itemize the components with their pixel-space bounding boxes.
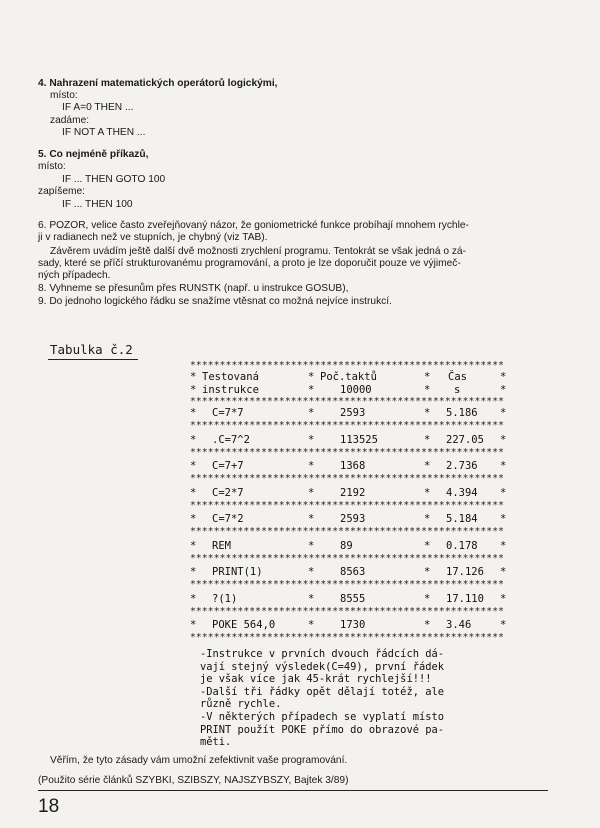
item4-heading: 4. Nahrazení matematických operátorů logickými,	[38, 78, 278, 89]
cell-instruction: REM	[212, 539, 231, 552]
table-row: * C=7*7 * 2593 * 5.186 *	[190, 407, 507, 419]
item5-line-4: IF ... THEN 100	[62, 199, 133, 210]
item5-line-2: IF ... THEN GOTO 100	[62, 174, 166, 185]
table-note-line: -Instrukce v prvních dvouch řádcích dá-	[200, 648, 444, 660]
cell-instruction: .C=7^2	[212, 433, 250, 446]
cell-instruction: ?(1)	[212, 592, 238, 605]
paragraph-line-2: sady, které se příčí strukturovanému programování, a proto je lze doporučit pouze ve výjimeč-	[38, 258, 461, 269]
cell-time: 4.394	[446, 486, 478, 499]
cell-instruction: C=7*7	[212, 407, 244, 419]
cell-ticks: 2593	[340, 513, 366, 525]
cell-instruction: C=7*2	[212, 513, 244, 525]
table-row: * C=7+7 * 1368 * 2.736 *	[190, 460, 507, 472]
header-col2-line2: 10000	[340, 384, 372, 396]
cell-instruction: PRINT(1)	[212, 566, 263, 578]
closing-sentence: Věřím, že tyto zásady vám umožní zefektivnit vaše programování.	[50, 755, 348, 766]
cell-ticks: 113525	[340, 433, 378, 446]
table-label: Tabulka č.2	[50, 342, 133, 357]
item4-line-4: IF NOT A THEN ...	[62, 127, 146, 138]
cell-ticks: 8563	[340, 566, 366, 578]
header-col3-line1: Čas	[448, 371, 467, 383]
source-note: (Použito série článků SZYBKI, SZIBSZY, NAJSZYBSZY, Bajtek 3/89)	[38, 775, 349, 786]
table-row: * .C=7^2 * 113525 * 227.05 *	[190, 433, 507, 446]
cell-instruction: C=2*7	[212, 486, 244, 499]
item4-line-3: zadáme:	[50, 115, 90, 126]
table-separator: *****************************************************	[190, 633, 505, 643]
item9: 9. Do jednoho logického řádku se snažíme vtěsnat co možná nejvíce instrukcí.	[38, 296, 392, 307]
cell-ticks: 89	[340, 539, 353, 552]
table-separator: *****************************************************	[190, 500, 505, 511]
table-row: * C=7*2 * 2593 * 5.184 *	[190, 513, 507, 525]
table-row: * REM * 89 * 0.178 *	[190, 539, 507, 552]
table-note-line: -Další tři řádky opět dělají totéž, ale	[200, 685, 444, 698]
table-header-row-2: * instrukce * 10000 * s *	[190, 384, 507, 396]
table-separator: *****************************************************	[190, 447, 505, 458]
cell-time: 2.736	[446, 460, 478, 472]
cell-time: 17.126	[446, 566, 484, 578]
item6-line-2: ji v radianech než ve stupních, je chybný (viz TAB).	[38, 232, 268, 243]
cell-time: 3.46	[446, 619, 472, 631]
item6-line-1: 6. POZOR, velice často zveřejňovaný názor, že goniometrické funkce probíhají mnohem rychle-	[38, 220, 469, 231]
cell-instruction: POKE 564,0	[212, 619, 276, 631]
cell-time: 5.186	[446, 407, 478, 419]
table-note-line: PRINT použít POKE přímo do obrazové pa-	[200, 723, 444, 736]
page-number: 18	[38, 796, 60, 817]
table-label-underline	[48, 359, 138, 360]
paragraph-line-1: Závěrem uvádím ještě další dvě možnosti zrychlení programu. Tentokrát se však jedná o zá-	[50, 246, 466, 257]
table-row: * POKE 564,0 * 1730 * 3.46 *	[190, 619, 507, 631]
table-separator: *****************************************************	[190, 397, 505, 407]
cell-time: 17.110	[446, 592, 484, 605]
table-separator: *****************************************************	[190, 361, 505, 371]
header-col1-line2: instrukce	[202, 384, 259, 396]
table-header-row-1: * Testovaná * Poč.taktů * Čas *	[190, 371, 507, 383]
cell-ticks: 1730	[340, 619, 366, 631]
table-separator: *****************************************************	[190, 580, 505, 590]
cell-time: 5.184	[446, 513, 478, 525]
item4-line-2: IF A=0 THEN ...	[62, 102, 134, 113]
table-separator: *****************************************************	[190, 553, 505, 564]
table-separator: *****************************************************	[190, 474, 505, 484]
table-separator: *****************************************************	[190, 606, 505, 617]
item4-line-1: místo:	[50, 90, 78, 101]
cell-ticks: 2593	[340, 407, 366, 419]
table-row: * ?(1) * 8555 * 17.110 *	[190, 592, 507, 605]
table-row: * C=2*7 * 2192 * 4.394 *	[190, 486, 507, 499]
item5-heading: 5. Co nejméně příkazů,	[38, 149, 149, 160]
table-note-line: vají stejný výsledek(C=49), první řádek	[200, 660, 444, 673]
paragraph-line-3: ných případech.	[38, 270, 111, 281]
table-note-line: měti.	[200, 736, 232, 749]
table-separator: *****************************************************	[190, 527, 505, 537]
table-note-line: různě rychle.	[200, 698, 282, 711]
header-col1-line1: Testovaná	[202, 371, 259, 383]
table-row: * PRINT(1) * 8563 * 17.126 *	[190, 566, 507, 578]
cell-time: 227.05	[446, 433, 484, 446]
item5-line-1: místo:	[38, 161, 66, 172]
cell-ticks: 1368	[340, 460, 366, 472]
item5-line-3: zapíšeme:	[38, 186, 85, 197]
cell-instruction: C=7+7	[212, 460, 244, 472]
item8: 8. Vyhneme se přesunům přes RUNSTK (např. u instrukce GOSUB),	[38, 283, 349, 294]
table-separator: *****************************************************	[190, 421, 505, 431]
cell-ticks: 8555	[340, 592, 366, 605]
header-col3-line2: s	[454, 384, 461, 396]
cell-time: 0.178	[446, 539, 478, 552]
header-col2-line1: Poč.taktů	[320, 371, 377, 383]
table-note-line: je však více jak 45-krát rychlejší!!!	[200, 673, 432, 686]
table-note-line: -V některých případech se vyplatí místo	[200, 711, 444, 723]
cell-ticks: 2192	[340, 486, 366, 499]
footer-rule	[38, 790, 548, 791]
